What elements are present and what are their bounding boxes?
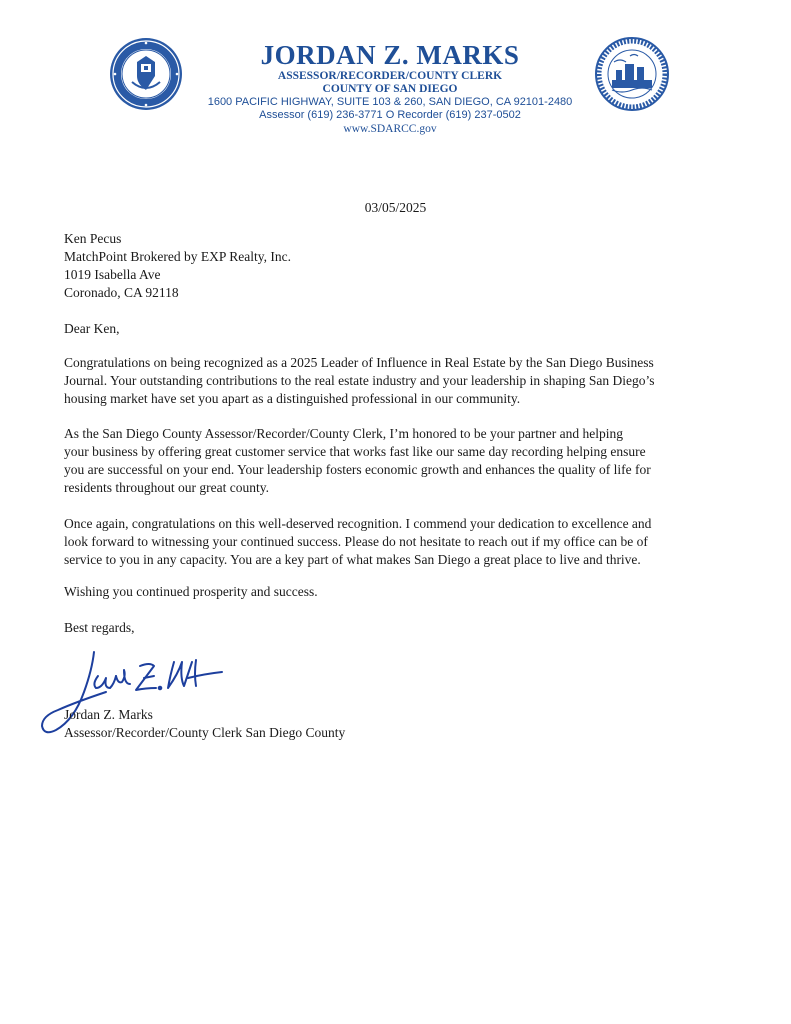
paragraph-congratulations — [64, 354, 744, 408]
paragraph-line: you are successful on your end. Your leadership fosters economic growth and enhances the quality of life for — [64, 462, 651, 477]
letterhead-title: ASSESSOR/RECORDER/COUNTY CLERK — [277, 70, 503, 82]
letter-date: 03/05/2025 — [364, 200, 427, 215]
paragraph-line: your business by offering great customer service that works fast like our same day recording helping ensure — [64, 444, 646, 459]
paragraph-line: service to you in any capacity. You are a key part of what makes San Diego a great place to live and thrive. — [64, 552, 641, 567]
letterhead-county: COUNTY OF SAN DIEGO — [322, 83, 458, 95]
closing-wish: Wishing you continued prosperity and success. — [64, 584, 318, 599]
recipient-company: MatchPoint Brokered by EXP Realty, Inc. — [64, 249, 291, 264]
signer-block — [64, 706, 345, 742]
letterhead-text — [190, 40, 590, 136]
paragraph-line: Congratulations on being recognized as a 2025 Leader of Influence in Real Estate by the San Diego Business — [64, 355, 654, 370]
recipient-block — [64, 230, 744, 302]
paragraph-recognition — [64, 515, 744, 569]
paragraph-line: As the San Diego County Assessor/Recorder/County Clerk, I’m honored to be your partner and helping — [64, 426, 624, 441]
letterhead-address: 1600 PACIFIC HIGHWAY, SUITE 103 & 260, SAN DIEGO, CA 92101-2480 — [207, 96, 573, 108]
recipient-street: 1019 Isabella Ave — [64, 267, 161, 282]
recipient-name: Ken Pecus — [64, 231, 122, 246]
letterhead-name: JORDAN Z. MARKS — [260, 40, 520, 70]
paragraph-line: residents throughout our great county. — [64, 480, 269, 495]
letterhead-phones: Assessor (619) 236-3771 O Recorder (619) 237-0502 — [259, 109, 521, 121]
paragraph-partnership — [64, 425, 744, 497]
county-seal-icon — [108, 36, 184, 112]
paragraph-line: Journal. Your outstanding contributions to the real estate industry and your leadership in shaping San Diego’s — [64, 373, 655, 388]
letterhead-website: www.SDARCC.gov — [343, 123, 437, 135]
salutation: Dear Ken, — [64, 321, 120, 336]
signer-name: Jordan Z. Marks — [64, 707, 153, 722]
assessor-seal-icon — [594, 36, 670, 112]
letterhead — [0, 30, 791, 150]
signer-title: Assessor/Recorder/County Clerk San Diego County — [64, 725, 346, 740]
paragraph-line: housing market have set you apart as a distinguished professional in our community. — [64, 391, 521, 406]
paragraph-line: look forward to witnessing your continued success. Please do not hesitate to reach out if my office can be of — [64, 534, 648, 549]
recipient-city: Coronado, CA 92118 — [64, 285, 179, 300]
paragraph-line: Once again, congratulations on this well-deserved recognition. I commend your dedication to excellence and — [64, 516, 652, 531]
closing-regards: Best regards, — [64, 620, 135, 635]
